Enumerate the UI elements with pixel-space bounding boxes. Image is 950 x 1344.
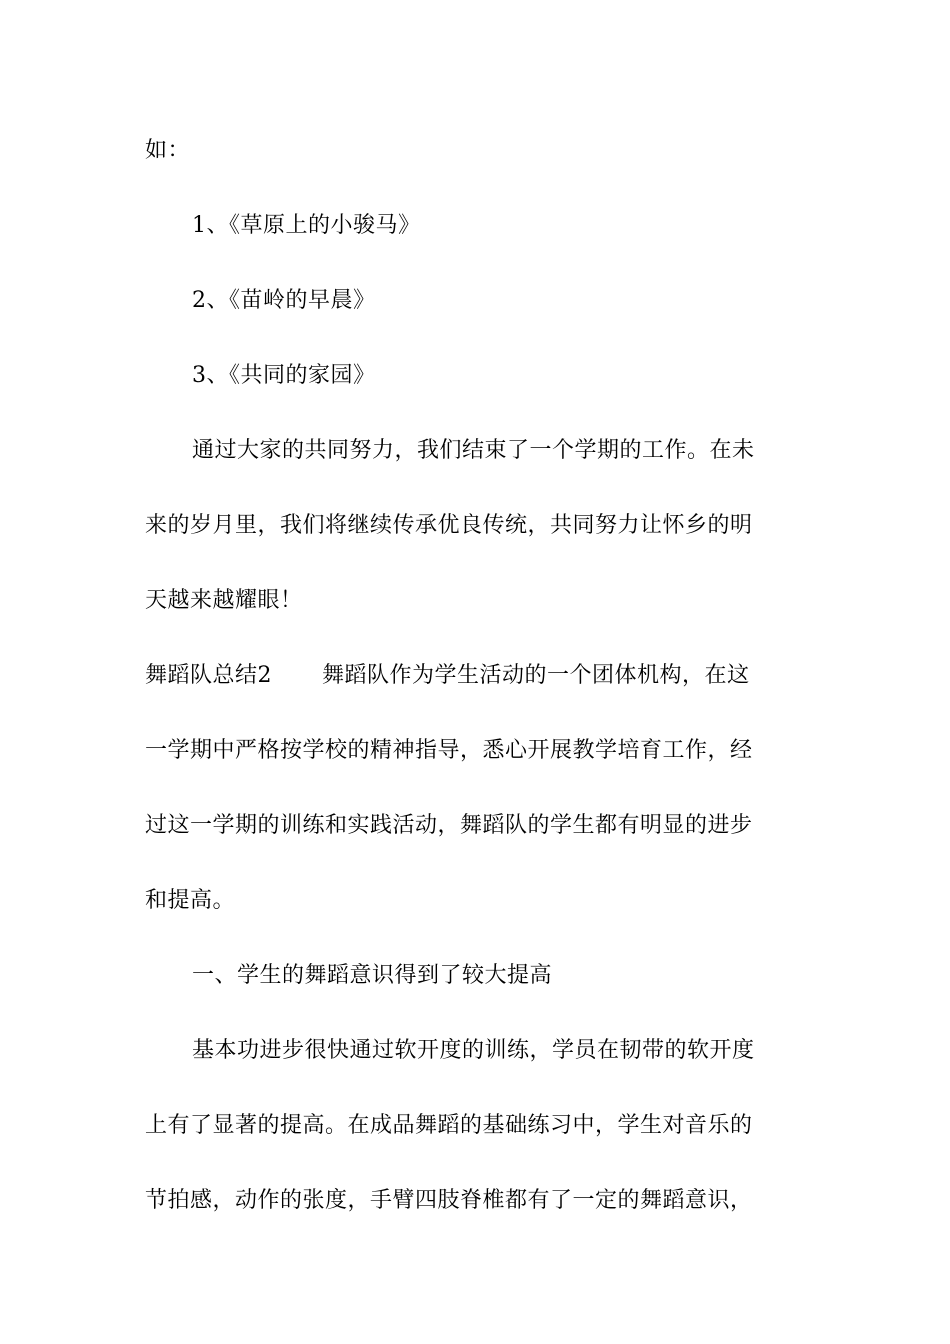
paragraph-line: 如： xyxy=(145,138,191,163)
paragraph-line: 来的岁月里，我们将继续传承优良传统，共同努力让怀乡的明 xyxy=(145,513,753,538)
paragraph-text: 舞蹈队作为学生活动的一个团体机构，在这 xyxy=(322,663,750,688)
list-item: 2、《苗岭的早晨》 xyxy=(192,288,376,313)
paragraph-line: 天越来越耀眼！ xyxy=(145,588,303,613)
list-item: 1、《草原上的小骏马》 xyxy=(192,213,421,238)
section-subheading: 一、学生的舞蹈意识得到了较大提高 xyxy=(192,963,553,988)
paragraph-line: 和提高。 xyxy=(145,888,236,913)
paragraph-line: 节拍感，动作的张度，手臂四肢脊椎都有了一定的舞蹈意识， xyxy=(145,1188,753,1213)
paragraph-line: 基本功进步很快通过软开度的训练，学员在韧带的软开度 xyxy=(192,1038,755,1063)
section-heading: 舞蹈队总结2 xyxy=(145,663,272,688)
list-item: 3、《共同的家园》 xyxy=(192,363,376,388)
paragraph-line: 通过大家的共同努力，我们结束了一个学期的工作。在未 xyxy=(192,438,755,463)
paragraph-line: 一学期中严格按学校的精神指导，悉心开展教学培育工作，经 xyxy=(145,738,753,763)
paragraph-line xyxy=(145,661,815,691)
paragraph-line: 上有了显著的提高。在成品舞蹈的基础练习中，学生对音乐的 xyxy=(145,1113,753,1138)
paragraph-line: 过这一学期的训练和实践活动，舞蹈队的学生都有明显的进步 xyxy=(145,813,753,838)
